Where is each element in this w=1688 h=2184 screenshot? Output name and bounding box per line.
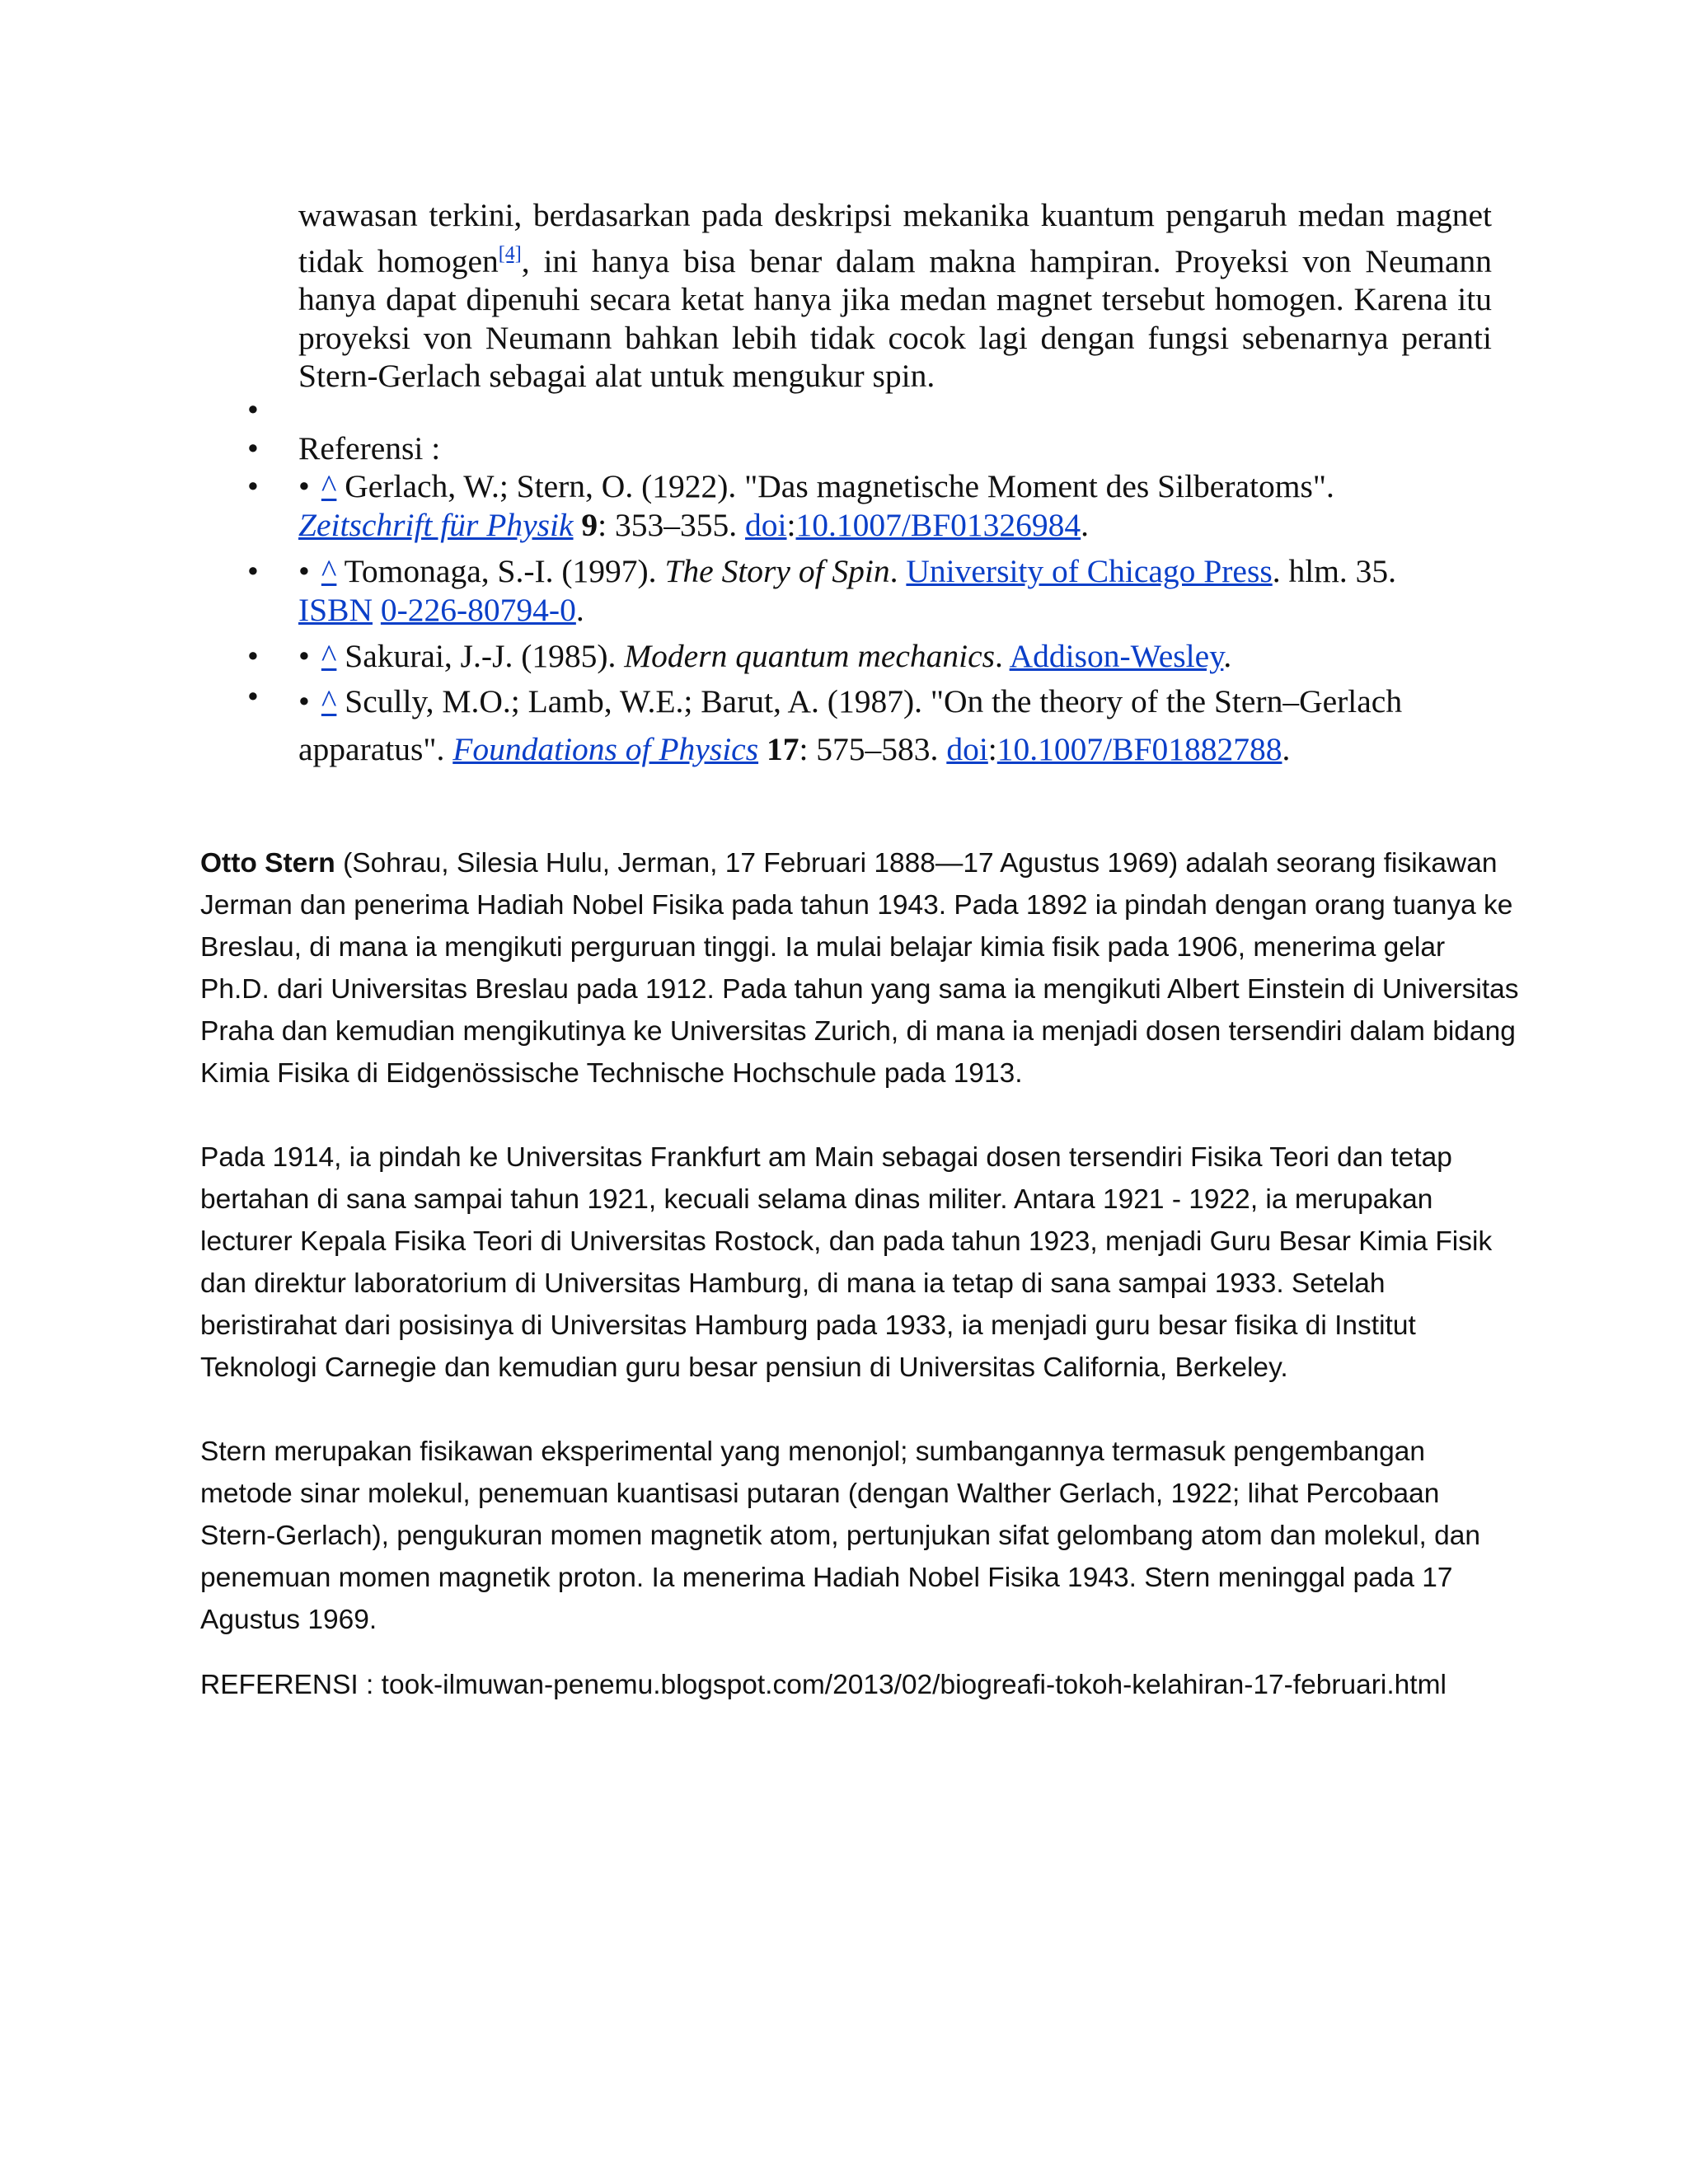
ref-authors: Tomonaga, S.-I. (1997). — [344, 553, 657, 589]
doi-value-link[interactable]: 10.1007/BF01882788 — [996, 730, 1282, 767]
ref-pages: : 353–355. — [598, 506, 738, 543]
publisher-link[interactable]: Addison-Wesley — [1009, 638, 1224, 674]
doi-value-link[interactable]: 10.1007/BF01326984 — [795, 506, 1081, 543]
list-item-ref-4: • • ^ Scully, M.O.; Lamb, W.E.; Barut, A. (1987). "On the theory of the Stern–Gerlach apparatus". Foundations of Physics 17: 575–583. doi:10.1007/BF01882788. — [247, 677, 1403, 767]
ref-volume: 9 — [581, 506, 598, 543]
list-item-ref-2 — [247, 552, 1492, 629]
biography — [200, 842, 1519, 1706]
bullet-icon: • — [247, 391, 259, 428]
ref-sep: . — [889, 553, 898, 589]
bullet-icon: • — [247, 553, 259, 589]
ref-journal-link[interactable]: Zeitschrift für Physik — [298, 506, 574, 543]
ref-authors: Gerlach, W.; Stern, O. (1922). "Das magnetische Moment des Silberatoms". — [345, 468, 1334, 504]
bullet-icon: • — [247, 429, 259, 466]
ref-authors: Sakurai, J.-J. (1985). — [345, 638, 617, 674]
inner-bullet-icon: • — [298, 553, 310, 589]
list-item-ref-3 — [247, 637, 1492, 676]
bio-paragraph-2: Pada 1914, ia pindah ke Universitas Frankfurt am Main sebagai dosen tersendiri Fisika Teori dan tetap bertahan di sana sampai tahun 1921, kecuali selama dinas militer. Antara 1921 - 1922, ia merupakan lecturer Kepala Fisika Teori di Universitas Rostock, dan pada tahun 1923, menjadi Guru Besar Kimia Fisik dan direktur laboratorium di Universitas Hamburg, di mana ia tetap di sana sampai 1933. Setelah beristirahat dari posisinya di Universitas Hamburg pada 1933, ia menjadi guru besar fisika di Institut Teknologi Carnegie dan kemudian guru besar pensiun di Universitas California, Berkeley. — [200, 1142, 1493, 1383]
doi-label-link[interactable]: doi — [745, 506, 787, 543]
ref-end: . — [1223, 638, 1232, 674]
reference-list — [247, 391, 1492, 773]
bio-reference: REFERENSI : took-ilmuwan-penemu.blogspot.com/2013/02/biogreafi-tokoh-kelahiran-17-februari.html — [200, 1670, 1447, 1700]
bio-paragraph-3: Stern merupakan fisikawan eksperimental yang menonjol; sumbangannya termasuk pengembangan metode sinar molekul, penemuan kuantisasi putaran (dengan Walther Gerlach, 1922; lihat Percobaan Stern-Gerlach), pengukuran momen magnetik atom, pertunjukan sifat gelombang atom dan molekul, dan penemuan momen magnetik proton. Ia menerima Hadiah Nobel Fisika 1943. Stern meninggal pada 17 Agustus 1969. — [200, 1436, 1481, 1635]
ref-pages: . hlm. 35. — [1272, 553, 1397, 589]
ref-end: . — [1081, 506, 1090, 543]
ref-sep: . — [995, 638, 1003, 674]
bio-name: Otto Stern — [200, 848, 335, 879]
list-item-empty — [247, 391, 1492, 429]
isbn-value-link[interactable]: 0-226-80794-0 — [380, 591, 576, 628]
ref-pages: : 575–583. — [799, 730, 939, 767]
ref-end: . — [1282, 730, 1291, 767]
caret-backlink[interactable]: ^ — [321, 638, 337, 674]
doi-label-link[interactable]: doi — [946, 730, 988, 767]
bio-p1-text: (Sohrau, Silesia Hulu, Jerman, 17 Februari 1888—17 Agustus 1969) adalah seorang fisikawan Jerman dan penerima Hadiah Nobel Fisika pada tahun 1943. Pada 1892 ia pindah dengan orang tuanya ke Breslau, di mana ia mengikuti perguruan tinggi. Ia mulai belajar kimia fisik pada 1906, menerima gelar Ph.D. dari Universitas Breslau pada 1912. Pada tahun yang sama ia mengikuti Albert Einstein di Universitas Praha dan kemudian mengikutinya ke Universitas Zurich, di mana ia menjadi dosen tersendiri dalam bidang Kimia Fisika di Eidgenössische Technische Hochschule pada 1913. — [200, 848, 1519, 1089]
ref-title: The Story of Spin — [664, 553, 890, 589]
caret-backlink[interactable]: ^ — [321, 682, 337, 719]
refs-heading: Referensi : — [298, 429, 441, 466]
ref-volume: 17 — [766, 730, 799, 767]
caret-backlink[interactable]: ^ — [321, 468, 337, 504]
top-paragraph — [298, 196, 1492, 396]
list-item-ref-1: • • ^ Gerlach, W.; Stern, O. (1922). "Das magnetische Moment des Silberatoms". Zeitschrift für Physik 9: 353–355. doi:10.1007/BF01326984. — [247, 468, 1334, 543]
footnote-link[interactable]: [4] — [498, 242, 522, 265]
list-item-refs-heading — [247, 429, 1492, 468]
bio-paragraph-1 — [200, 842, 1519, 1094]
inner-bullet-icon: • — [298, 682, 310, 719]
bullet-icon: • — [247, 468, 259, 504]
inner-bullet-icon: • — [298, 638, 310, 674]
bullet-icon: • — [247, 677, 259, 715]
ref-title: Modern quantum mechanics — [624, 638, 996, 674]
ref-authors: Scully, M.O.; Lamb, W.E.; Barut, A. (1987). "On the theory of the Stern–Gerlach apparatus". — [298, 682, 1403, 767]
caret-backlink[interactable]: ^ — [321, 553, 337, 589]
ref-journal-link[interactable]: Foundations of Physics — [452, 730, 759, 767]
isbn-label-link[interactable]: ISBN — [298, 591, 373, 628]
inner-bullet-icon: • — [298, 468, 310, 504]
bullet-icon: • — [247, 638, 259, 674]
top-paragraph-text-after: , ini hanya bisa benar dalam makna hampiran. Proyeksi von Neumann hanya dapat dipenuhi secara ketat hanya jika medan magnet tersebut homogen. Karena itu proyeksi von Neumann bahkan lebih tidak cocok lagi dengan fungsi sebenarnya peranti Stern-Gerlach sebagai alat untuk mengukur spin. — [298, 242, 1492, 394]
ref-end: . — [575, 591, 584, 628]
top-paragraph-text-before: wawasan terkini, berdasarkan pada deskripsi mekanika kuantum pengaruh medan magnet tidak homogen — [298, 197, 1492, 279]
publisher-link[interactable]: University of Chicago Press — [906, 553, 1273, 589]
